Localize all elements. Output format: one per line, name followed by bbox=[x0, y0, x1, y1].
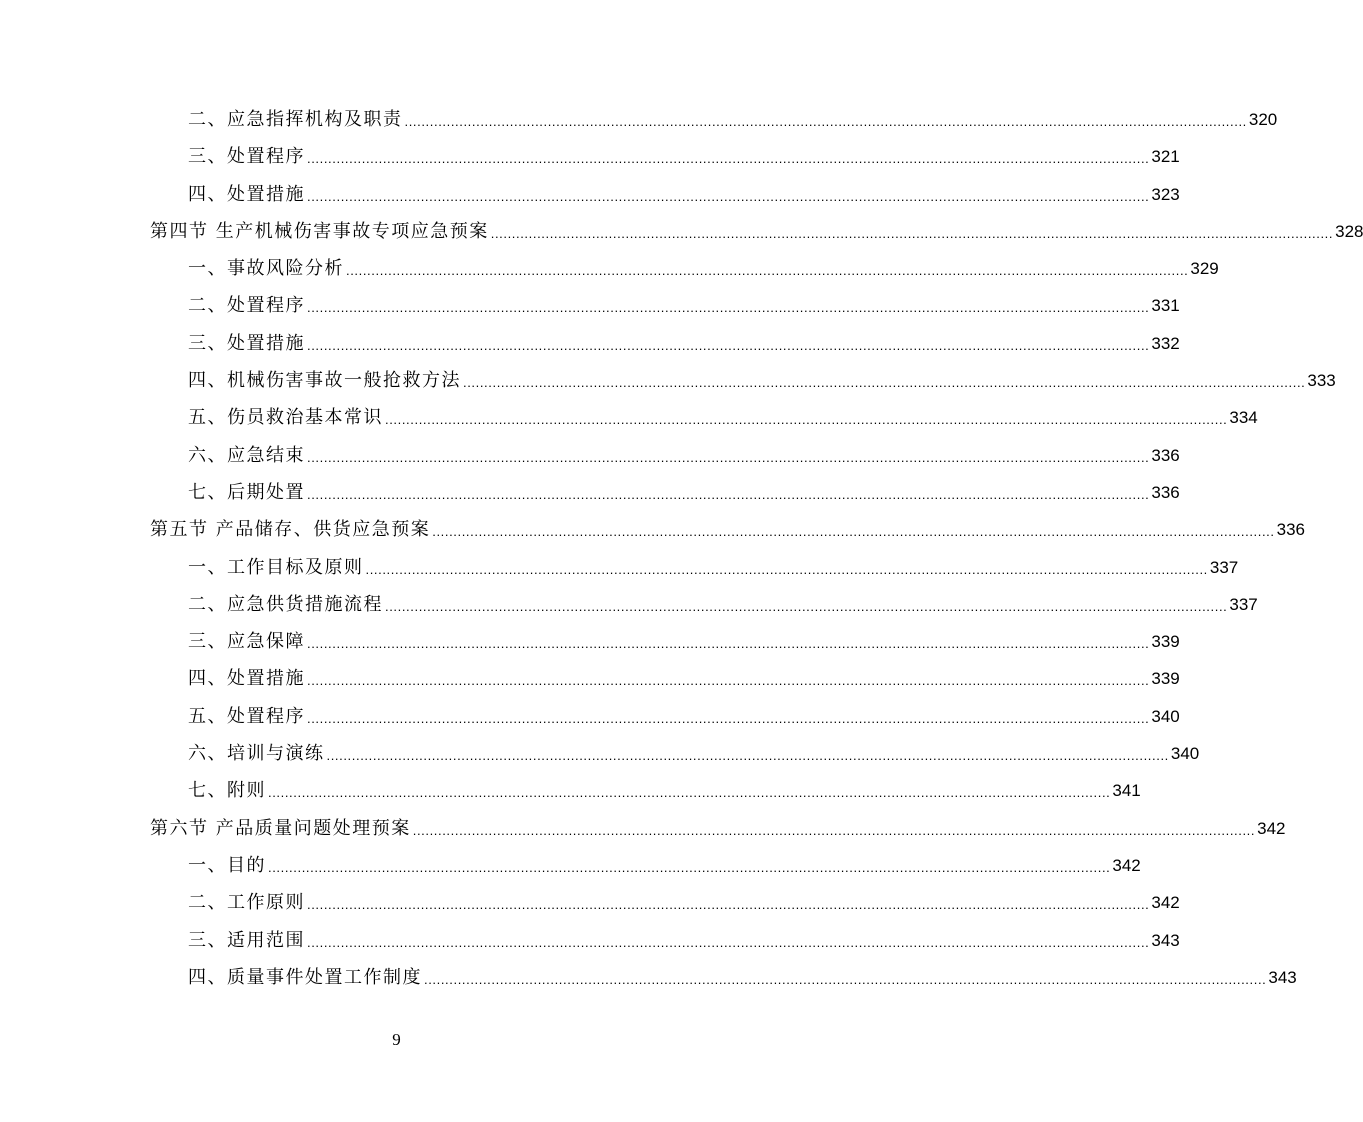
toc-entry-title: 七、后期处置 bbox=[188, 481, 305, 503]
toc-entry-title: 一、目的 bbox=[188, 854, 266, 876]
toc-entry[interactable] bbox=[150, 250, 1219, 287]
toc-entry-title: 四、质量事件处置工作制度 bbox=[188, 966, 422, 988]
toc-entry-page: 337 bbox=[1209, 557, 1239, 577]
toc-entry-page: 340 bbox=[1151, 706, 1180, 726]
toc-entry-page: 336 bbox=[1151, 445, 1180, 465]
toc-entry-title: 四、处置措施 bbox=[188, 183, 305, 205]
toc-entry-title: 三、适用范围 bbox=[188, 929, 305, 951]
toc-entry[interactable] bbox=[150, 325, 1180, 362]
toc-entry[interactable] bbox=[150, 884, 1180, 921]
dot-leader: ........................................................................................................................................................................................................ bbox=[346, 263, 1189, 279]
toc-entry-page: 343 bbox=[1151, 930, 1180, 950]
toc-entry-page: 340 bbox=[1170, 744, 1200, 764]
toc-entry-title: 一、事故风险分析 bbox=[188, 258, 344, 280]
dot-leader: ........................................................................................................................................................................................................ bbox=[307, 710, 1150, 726]
toc-entry[interactable] bbox=[150, 735, 1200, 772]
toc-entry-page: 333 bbox=[1307, 371, 1336, 391]
dot-leader: ........................................................................................................................................................................................................ bbox=[490, 225, 1334, 241]
toc-section-entry[interactable] bbox=[150, 511, 1305, 548]
dot-leader: ........................................................................................................................................................................................................ bbox=[404, 114, 1247, 129]
toc-entry[interactable] bbox=[150, 586, 1258, 623]
dot-leader: ........................................................................................................................................................................................................ bbox=[307, 673, 1150, 689]
dot-leader: ........................................................................................................................................................................................................ bbox=[326, 748, 1169, 764]
toc-entry[interactable] bbox=[150, 176, 1180, 213]
toc-entry[interactable] bbox=[150, 362, 1336, 399]
dot-leader: ........................................................................................................................................................................................................ bbox=[424, 971, 1267, 987]
toc-entry-page: 334 bbox=[1229, 408, 1258, 428]
toc-entry-title: 五、伤员救治基本常识 bbox=[188, 407, 383, 429]
toc-entry[interactable] bbox=[150, 138, 1180, 175]
toc-entry-page: 321 bbox=[1151, 147, 1180, 167]
toc-section-entry[interactable] bbox=[150, 810, 1286, 847]
toc-entry-title: 四、机械伤害事故一般抢救方法 bbox=[188, 370, 461, 392]
toc-entry[interactable] bbox=[150, 660, 1180, 697]
dot-leader: ........................................................................................................................................................................................................ bbox=[307, 337, 1150, 353]
toc-entry-page: 342 bbox=[1257, 818, 1286, 838]
dot-leader: ........................................................................................................................................................................................................ bbox=[268, 859, 1111, 875]
toc-entry-title: 二、应急供货措施流程 bbox=[188, 593, 383, 615]
dot-leader: ........................................................................................................................................................................................................ bbox=[412, 822, 1256, 838]
dot-leader: ........................................................................................................................................................................................................ bbox=[385, 598, 1228, 614]
dot-leader: ........................................................................................................................................................................................................ bbox=[307, 897, 1150, 913]
dot-leader: ........................................................................................................................................................................................................ bbox=[307, 300, 1150, 316]
toc-entry-page: 337 bbox=[1229, 594, 1258, 614]
toc-entry-title: 五、处置程序 bbox=[188, 705, 305, 727]
toc-entry[interactable] bbox=[150, 101, 1278, 138]
toc-entry[interactable] bbox=[150, 437, 1180, 474]
toc-entry-title: 一、工作目标及原则 bbox=[188, 556, 364, 578]
toc-entry-page: 328 bbox=[1335, 221, 1363, 241]
toc-entry-title: 七、附则 bbox=[188, 780, 266, 802]
toc-entry[interactable] bbox=[150, 399, 1258, 436]
toc-entry-page: 323 bbox=[1151, 184, 1180, 204]
toc-entry-title: 三、处置程序 bbox=[188, 146, 305, 168]
toc-entry-title: 二、处置程序 bbox=[188, 295, 305, 317]
dot-leader: ........................................................................................................................................................................................................ bbox=[307, 151, 1150, 167]
toc-entry-page: 320 bbox=[1248, 110, 1278, 129]
toc-entry-title: 三、应急保障 bbox=[188, 631, 305, 653]
toc-entry[interactable] bbox=[150, 698, 1180, 735]
dot-leader: ........................................................................................................................................................................................................ bbox=[307, 934, 1150, 950]
toc-entry[interactable] bbox=[150, 549, 1239, 586]
dot-leader: ........................................................................................................................................................................................................ bbox=[268, 785, 1111, 801]
dot-leader: ........................................................................................................................................................................................................ bbox=[307, 188, 1150, 204]
toc-entry[interactable] bbox=[150, 922, 1180, 959]
dot-leader: ........................................................................................................................................................................................................ bbox=[385, 412, 1228, 428]
toc-entry-title: 三、处置措施 bbox=[188, 332, 305, 354]
toc-entry-title: 二、工作原则 bbox=[188, 892, 305, 914]
toc-entry-page: 336 bbox=[1276, 520, 1305, 540]
toc-entry-title: 第五节 产品储存、供货应急预案 bbox=[150, 519, 431, 541]
dot-leader: ........................................................................................................................................................................................................ bbox=[432, 524, 1275, 540]
toc-entry[interactable] bbox=[150, 623, 1180, 660]
toc-entry-page: 342 bbox=[1151, 893, 1180, 913]
dot-leader: ........................................................................................................................................................................................................ bbox=[307, 449, 1150, 465]
toc-section-entry[interactable] bbox=[150, 213, 1363, 250]
dot-leader: ........................................................................................................................................................................................................ bbox=[463, 375, 1306, 391]
toc-entry-page: 339 bbox=[1151, 632, 1180, 652]
toc-entry-page: 341 bbox=[1112, 781, 1141, 801]
toc-entry-page: 331 bbox=[1151, 296, 1180, 316]
dot-leader: ........................................................................................................................................................................................................ bbox=[365, 561, 1208, 577]
toc-entry-page: 342 bbox=[1112, 855, 1141, 875]
toc-entry-page: 343 bbox=[1268, 967, 1297, 987]
toc-entry-page: 329 bbox=[1190, 259, 1219, 279]
toc-entry-title: 六、培训与演练 bbox=[188, 743, 325, 765]
toc-entry-title: 六、应急结束 bbox=[188, 444, 305, 466]
dot-leader: ........................................................................................................................................................................................................ bbox=[307, 486, 1150, 502]
toc-entry-title: 四、处置措施 bbox=[188, 668, 305, 690]
toc-entry-page: 332 bbox=[1151, 333, 1180, 353]
toc-entry[interactable] bbox=[150, 287, 1180, 324]
toc-entry-page: 336 bbox=[1151, 482, 1180, 502]
toc-entry-title: 第六节 产品质量问题处理预案 bbox=[150, 817, 411, 839]
page-number: 9 bbox=[392, 1030, 401, 1049]
table-of-contents bbox=[150, 101, 1363, 996]
toc-entry-title: 二、应急指挥机构及职责 bbox=[188, 109, 403, 130]
toc-entry[interactable] bbox=[150, 772, 1141, 809]
toc-entry-page: 339 bbox=[1151, 669, 1180, 689]
toc-entry[interactable] bbox=[150, 474, 1180, 511]
toc-entry[interactable] bbox=[150, 959, 1297, 996]
toc-entry-title: 第四节 生产机械伤害事故专项应急预案 bbox=[150, 220, 489, 242]
toc-entry[interactable] bbox=[150, 847, 1141, 884]
dot-leader: ........................................................................................................................................................................................................ bbox=[307, 636, 1150, 652]
